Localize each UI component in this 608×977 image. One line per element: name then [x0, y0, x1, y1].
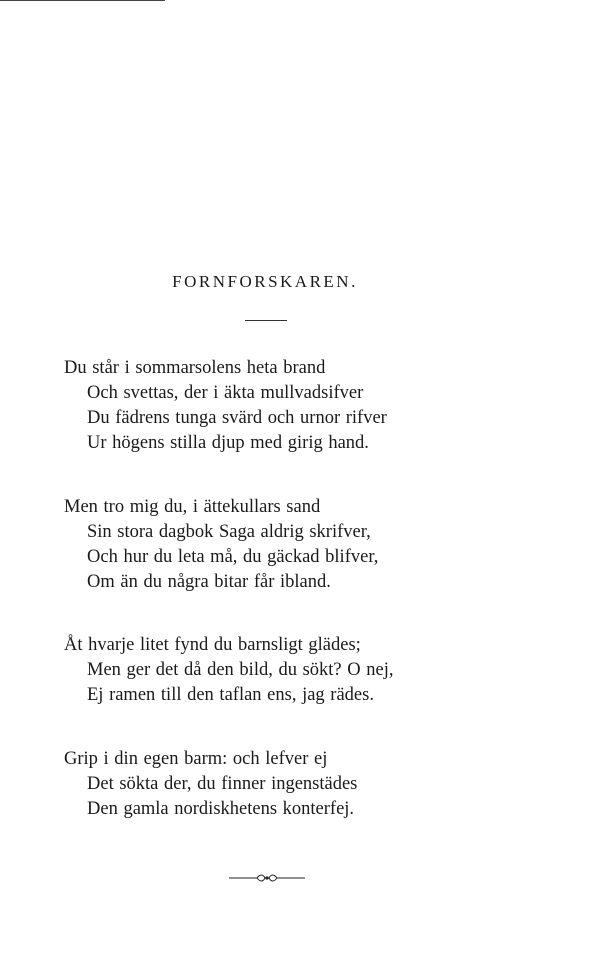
stanza-4	[64, 747, 357, 822]
top-edge-rule	[0, 0, 165, 1]
verse-line: Och hur du leta må, du gäckad blifver,	[87, 547, 379, 567]
verse-line: Men ger det då den bild, du sökt? O nej,	[87, 660, 394, 680]
verse-line: Det sökta der, du finner ingenstädes	[87, 774, 358, 794]
verse-line: Du fädrens tunga svärd och urnor rifver	[87, 408, 387, 428]
verse-line: Åt hvarje litet fynd du barnsligt glädes;	[64, 635, 361, 655]
title-divider	[245, 320, 287, 321]
verse-line: Om än du några bitar får ibland.	[87, 572, 331, 592]
verse-line: Sin stora dagbok Saga aldrig skrifver,	[87, 522, 371, 542]
poem-title: FORNFORSKAREN.	[172, 272, 358, 291]
stanza-1	[64, 356, 387, 456]
stanza-2	[64, 495, 378, 595]
fleuron-ornament-icon	[229, 871, 305, 885]
verse-line: Och svettas, der i äkta mullvadsifver	[87, 383, 364, 403]
verse-line: Men tro mig du, i ättekullars sand	[64, 497, 321, 517]
verse-line: Grip i din egen barm: och lefver ej	[64, 749, 328, 769]
verse-line: Den gamla nordiskhetens konterfej.	[87, 799, 355, 819]
verse-line: Ur högens stilla djup med girig hand.	[87, 433, 369, 453]
stanza-3	[64, 633, 393, 708]
verse-line: Ej ramen till den taflan ens, jag rädes.	[87, 685, 374, 705]
verse-line: Du står i sommarsolens heta brand	[64, 358, 326, 378]
